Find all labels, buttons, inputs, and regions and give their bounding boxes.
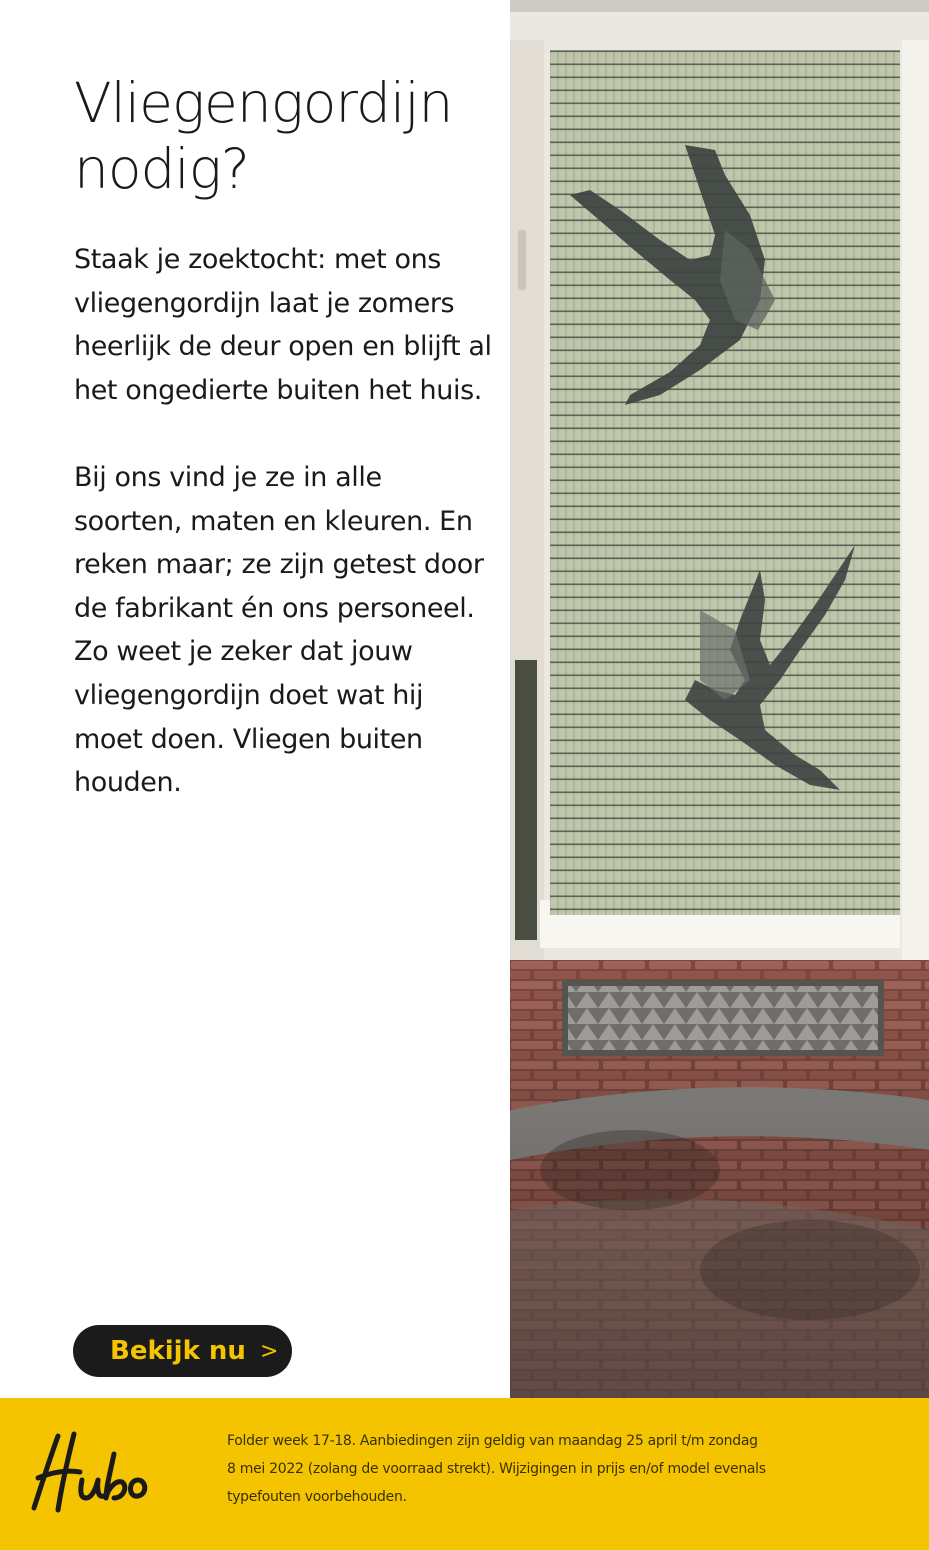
chevron-right-icon: > — [259, 1338, 279, 1364]
disclaimer-text: Folder week 17-18. Aanbiedingen zijn geldig van maandag 25 april t/m zondag 8 mei 2022 (zolang de voorraad strekt). Wijzigingen in prijs en/of model evenals typefouten voorbehouden. — [227, 1433, 766, 1505]
footer-bar — [0, 1398, 929, 1550]
cta-label: Bekijk nu — [110, 1336, 246, 1366]
text-panel — [0, 0, 510, 1398]
bekijk-nu-button[interactable] — [73, 1325, 292, 1377]
body-copy — [74, 238, 494, 805]
fly-curtain-photo — [510, 0, 929, 1398]
hubo-logo — [28, 1428, 158, 1518]
body-paragraph-1: Staak je zoektocht: met ons vliegengordijn laat je zomers heerlijk de deur open en blijft al het ongedierte buiten het huis. — [74, 244, 492, 406]
body-paragraph-2: Bij ons vind je ze in alle soorten, maten en kleuren. En reken maar; ze zijn getest door de fabrikant én ons personeel. Zo weet je zeker dat jouw vliegengordijn doet wat hij moet doen. Vliegen buiten houden. — [74, 461, 484, 799]
page-title: Vliegengordijn nodig? — [74, 71, 453, 201]
